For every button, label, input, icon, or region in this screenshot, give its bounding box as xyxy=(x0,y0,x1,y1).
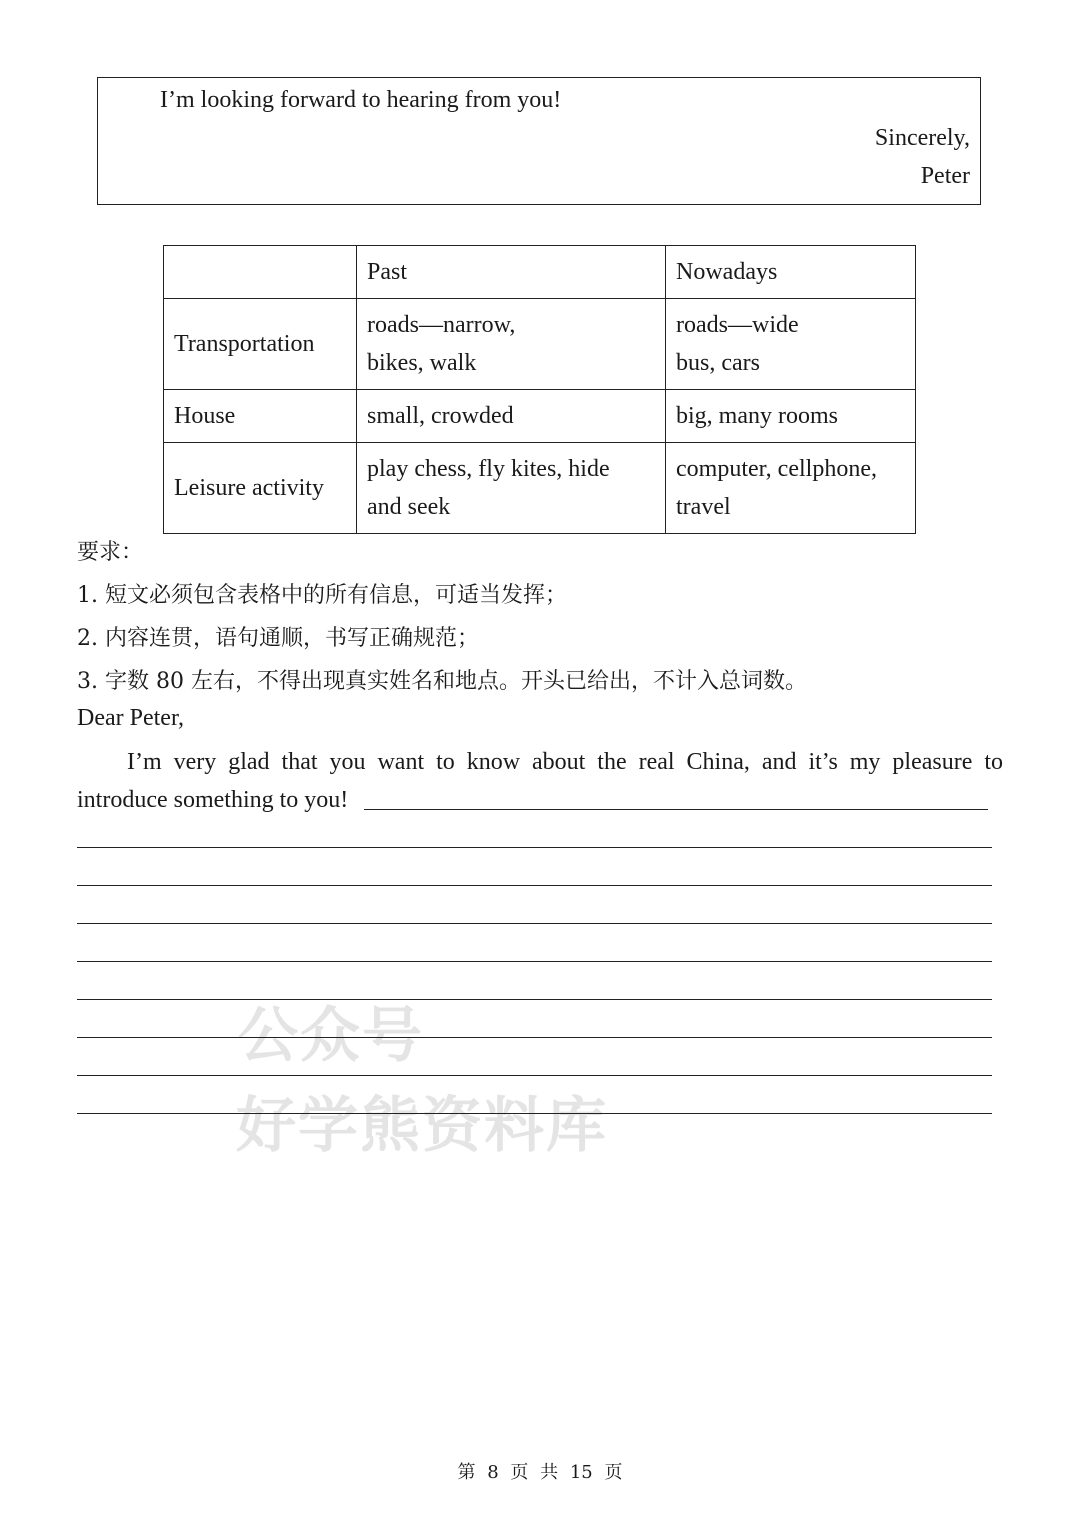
watermark-line-2: 好学熊资料库 xyxy=(236,1091,608,1161)
table-header-cell xyxy=(164,246,357,299)
answer-line[interactable] xyxy=(77,885,992,886)
answer-line[interactable] xyxy=(77,961,992,962)
answer-line[interactable] xyxy=(77,1075,992,1076)
cell-line: bikes, walk xyxy=(367,350,477,376)
answer-line[interactable] xyxy=(364,809,988,810)
row-past-cell xyxy=(357,443,666,534)
essay-opening: I’m very glad that you want to know about the real China, and it’s my pleasure to introduce something to you! xyxy=(77,749,1003,813)
row-category: Leisure activity xyxy=(164,443,357,534)
requirement-item: 1. 短文必须包含表格中的所有信息，可适当发挥； xyxy=(77,583,567,608)
row-nowadays-cell xyxy=(666,390,916,443)
cell-line: bus, cars xyxy=(676,350,760,376)
row-category: House xyxy=(164,390,357,443)
letter-signature: Peter xyxy=(920,163,970,189)
answer-line[interactable] xyxy=(77,1037,992,1038)
requirement-item: 3. 字数 80 左右，不得出现真实姓名和地点。开头已给出，不计入总词数。 xyxy=(77,669,807,694)
row-past-cell xyxy=(357,299,666,390)
letter-closing-line: I’m looking forward to hearing from you! xyxy=(160,87,562,113)
letter-excerpt-box xyxy=(97,77,981,205)
cell-line: roads—narrow, xyxy=(367,312,516,338)
row-nowadays-cell xyxy=(666,299,916,390)
letter-sign-off: Sincerely, xyxy=(874,125,970,151)
table-header-past: Past xyxy=(357,246,666,299)
row-category: Transportation xyxy=(164,299,357,390)
cell-line: travel xyxy=(676,494,731,520)
essay-greeting: Dear Peter, xyxy=(77,705,184,731)
table-header-row xyxy=(164,246,916,299)
page-footer: 第 8 页 共 15 页 xyxy=(457,1462,623,1483)
table-row xyxy=(164,443,916,534)
answer-line[interactable] xyxy=(77,1113,992,1114)
cell-line: play chess, fly kites, hide xyxy=(367,456,610,482)
cell-line: computer, cellphone, xyxy=(676,456,877,482)
cell-line: roads—wide xyxy=(676,312,799,338)
cell-line: small, crowded xyxy=(367,403,514,429)
table-header-nowadays: Nowadays xyxy=(666,246,916,299)
answer-line[interactable] xyxy=(77,999,992,1000)
cell-line: and seek xyxy=(367,494,451,520)
row-nowadays-cell xyxy=(666,443,916,534)
table-row xyxy=(164,390,916,443)
requirements-title: 要求： xyxy=(77,540,144,565)
requirement-item: 2. 内容连贯，语句通顺，书写正确规范； xyxy=(77,626,479,651)
cell-line: big, many rooms xyxy=(676,403,838,429)
comparison-table xyxy=(163,245,916,534)
answer-line[interactable] xyxy=(77,847,992,848)
answer-line[interactable] xyxy=(77,923,992,924)
row-past-cell xyxy=(357,390,666,443)
watermark-line-1: 公众号 xyxy=(238,1001,424,1071)
table-row xyxy=(164,299,916,390)
